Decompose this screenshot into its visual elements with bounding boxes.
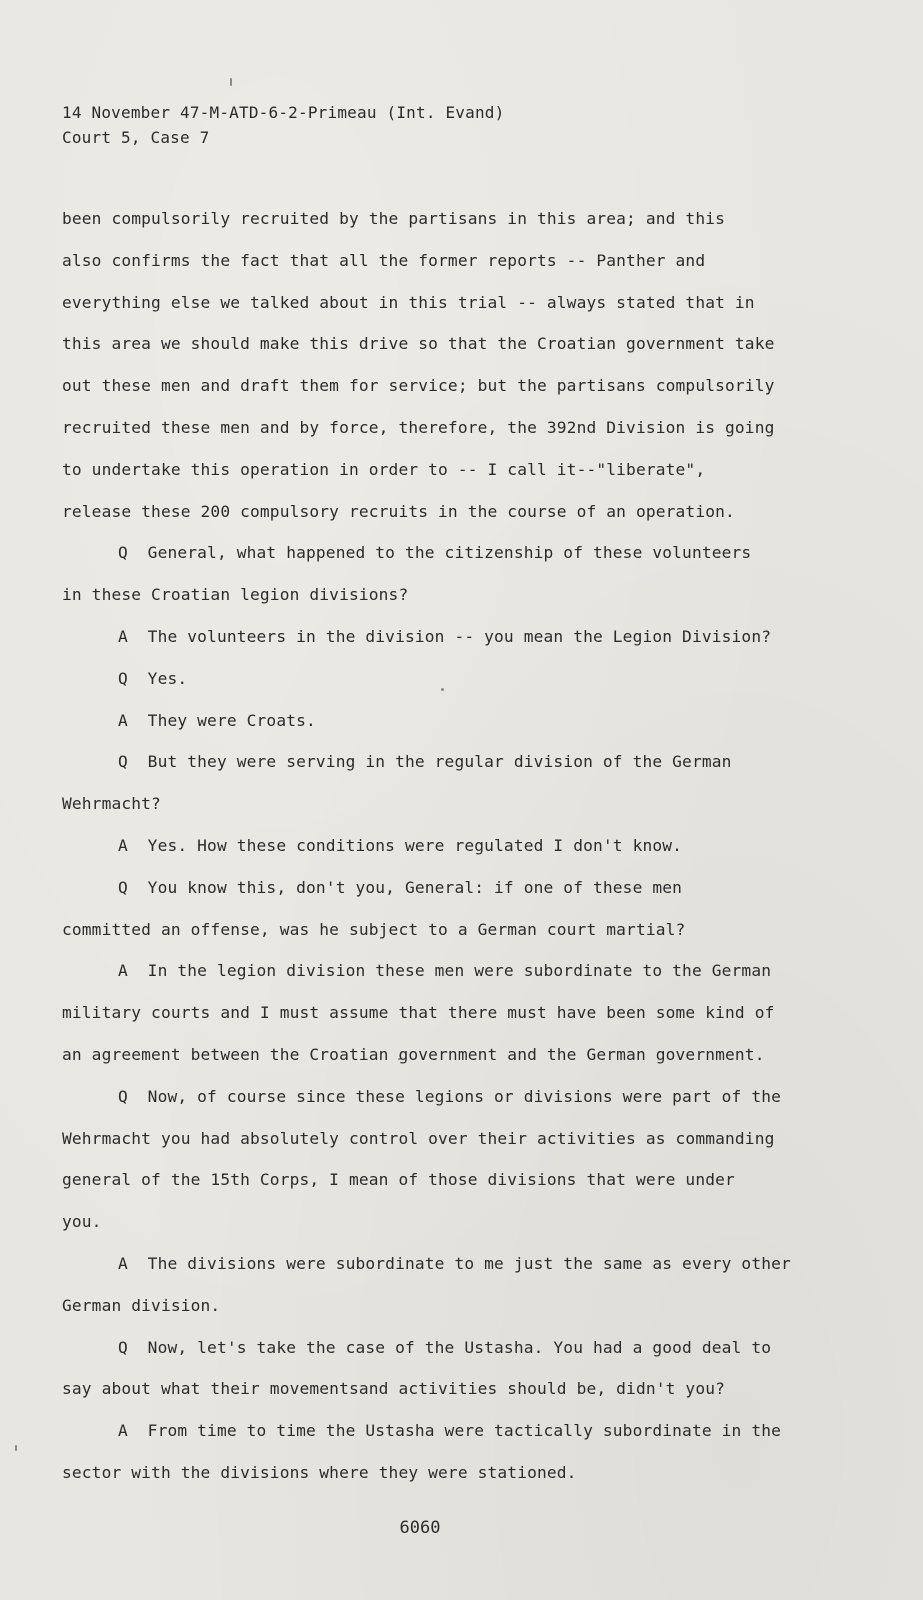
transcript-line: Q Yes.	[118, 668, 188, 688]
transcript-line: military courts and I must assume that there must have been some kind of	[62, 1003, 775, 1023]
header-court-case: Court 5, Case 7	[62, 128, 210, 147]
transcript-line: to undertake this operation in order to -- I call it--"liberate",	[62, 459, 706, 479]
page-number: 6060	[399, 1518, 441, 1538]
transcript-line: Q But they were serving in the regular division of the German	[118, 752, 732, 772]
transcript-line: Q Now, let's take the case of the Ustasha. You had a good deal to	[118, 1337, 772, 1357]
transcript-line: Wehrmacht you had absolutely control over their activities as commanding	[62, 1128, 775, 1148]
document-header	[62, 100, 504, 150]
transcript-line: say about what their movementsand activities should be, didn't you?	[62, 1379, 726, 1399]
transcript-line: you.	[62, 1212, 102, 1232]
transcript-line: in these Croatian legion divisions?	[62, 585, 409, 605]
transcript-line: German division.	[62, 1295, 221, 1315]
transcript-line: recruited these men and by force, therefore, the 392nd Division is going	[62, 417, 775, 437]
header-date-reference: 14 November 47-M-ATD-6-2-Primeau (Int. Evand)	[62, 103, 505, 122]
transcript-body	[62, 198, 822, 1494]
transcript-line: Wehrmacht?	[62, 794, 161, 814]
transcript-line: Q General, what happened to the citizenship of these volunteers	[118, 543, 752, 563]
transcript-line: out these men and draft them for service; but the partisans compulsorily	[62, 376, 775, 396]
transcript-line: Q You know this, don't you, General: if one of these men	[118, 877, 683, 897]
transcript-line: also confirms the fact that all the former reports -- Panther and	[62, 250, 706, 270]
transcript-line: A They were Croats.	[118, 710, 316, 730]
transcript-line: A Yes. How these conditions were regulated I don't know.	[118, 835, 683, 855]
paper-speck	[230, 78, 232, 86]
paper-speck	[15, 1445, 17, 1451]
transcript-line: general of the 15th Corps, I mean of those divisions that were under	[62, 1170, 735, 1190]
transcript-line: A The divisions were subordinate to me just the same as every other	[118, 1253, 791, 1273]
transcript-line: A In the legion division these men were subordinate to the German	[118, 961, 772, 981]
transcript-line: an agreement between the Croatian government and the German government.	[62, 1044, 765, 1064]
transcript-line: everything else we talked about in this trial -- always stated that in	[62, 292, 755, 312]
transcript-line: Q Now, of course since these legions or divisions were part of the	[118, 1086, 782, 1106]
transcript-line: this area we should make this drive so that the Croatian government take	[62, 334, 775, 354]
transcript-line: A From time to time the Ustasha were tactically subordinate in the	[118, 1421, 782, 1441]
transcript-line: committed an offense, was he subject to a German court martial?	[62, 919, 686, 939]
transcript-line: A The volunteers in the division -- you mean the Legion Division?	[118, 626, 772, 646]
transcript-line: sector with the divisions where they were stationed.	[62, 1462, 577, 1482]
transcript-line: been compulsorily recruited by the partisans in this area; and this	[62, 209, 726, 228]
transcript-line: release these 200 compulsory recruits in the course of an operation.	[62, 501, 735, 521]
